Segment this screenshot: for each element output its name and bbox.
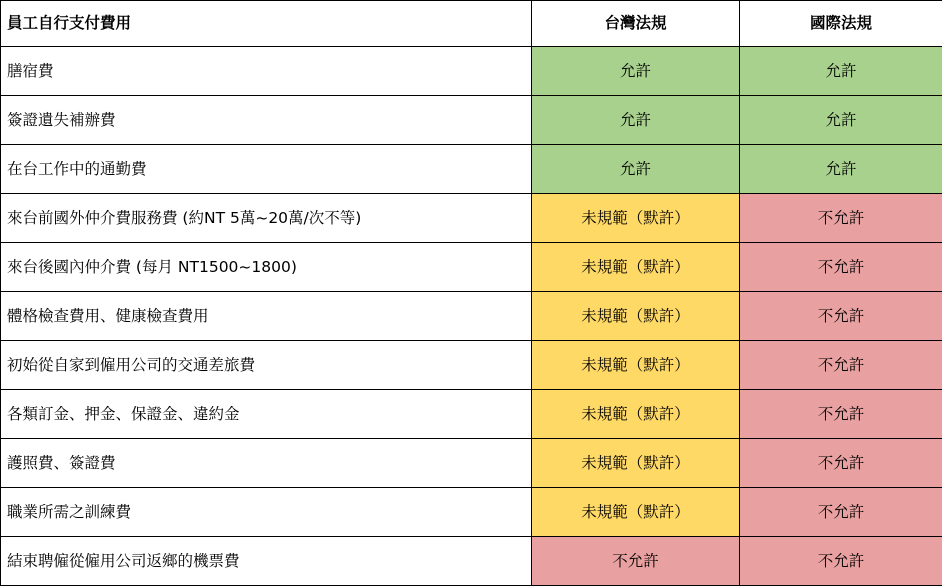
cell-taiwan-law: 允許 <box>532 47 740 96</box>
cell-taiwan-law: 未規範（默許） <box>532 292 740 341</box>
header-row <box>1 1 942 47</box>
table-row <box>1 194 942 243</box>
cell-item: 體格檢查費用、健康檢查費用 <box>1 292 532 341</box>
cell-international-law: 不允許 <box>740 243 942 292</box>
cell-taiwan-law: 未規範（默許） <box>532 341 740 390</box>
cell-item: 職業所需之訓練費 <box>1 488 532 537</box>
column-header-taiwan-law: 台灣法規 <box>532 1 740 47</box>
table-row <box>1 537 942 586</box>
cell-taiwan-law: 未規範（默許） <box>532 439 740 488</box>
cell-item: 來台前國外仲介費服務費 (約NT 5萬~20萬/次不等) <box>1 194 532 243</box>
table-row <box>1 243 942 292</box>
cell-taiwan-law: 未規範（默許） <box>532 488 740 537</box>
cell-item: 在台工作中的通勤費 <box>1 145 532 194</box>
cell-item: 護照費、簽證費 <box>1 439 532 488</box>
cell-item: 膳宿費 <box>1 47 532 96</box>
table-row <box>1 341 942 390</box>
table-row <box>1 439 942 488</box>
cell-taiwan-law: 允許 <box>532 96 740 145</box>
cell-item: 初始從自家到僱用公司的交通差旅費 <box>1 341 532 390</box>
table-row <box>1 292 942 341</box>
cell-international-law: 允許 <box>740 145 942 194</box>
table-row <box>1 145 942 194</box>
cell-item: 結束聘僱從僱用公司返鄉的機票費 <box>1 537 532 586</box>
column-header-item: 員工自行支付費用 <box>1 1 532 47</box>
table-body <box>1 47 942 586</box>
cell-taiwan-law: 允許 <box>532 145 740 194</box>
cell-item: 各類訂金、押金、保證金、違約金 <box>1 390 532 439</box>
cell-international-law: 不允許 <box>740 537 942 586</box>
table-row <box>1 488 942 537</box>
cell-international-law: 不允許 <box>740 194 942 243</box>
cell-international-law: 不允許 <box>740 341 942 390</box>
cell-taiwan-law: 不允許 <box>532 537 740 586</box>
cell-taiwan-law: 未規範（默許） <box>532 390 740 439</box>
cell-international-law: 不允許 <box>740 488 942 537</box>
cell-taiwan-law: 未規範（默許） <box>532 194 740 243</box>
cell-taiwan-law: 未規範（默許） <box>532 243 740 292</box>
table-row <box>1 390 942 439</box>
column-header-international-law: 國際法規 <box>740 1 942 47</box>
cell-international-law: 不允許 <box>740 292 942 341</box>
cell-item: 簽證遺失補辦費 <box>1 96 532 145</box>
cell-item: 來台後國內仲介費 (每月 NT1500~1800) <box>1 243 532 292</box>
cell-international-law: 不允許 <box>740 439 942 488</box>
cell-international-law: 允許 <box>740 47 942 96</box>
table-row <box>1 96 942 145</box>
table-row <box>1 47 942 96</box>
cell-international-law: 允許 <box>740 96 942 145</box>
table-header <box>1 1 942 47</box>
cell-international-law: 不允許 <box>740 390 942 439</box>
